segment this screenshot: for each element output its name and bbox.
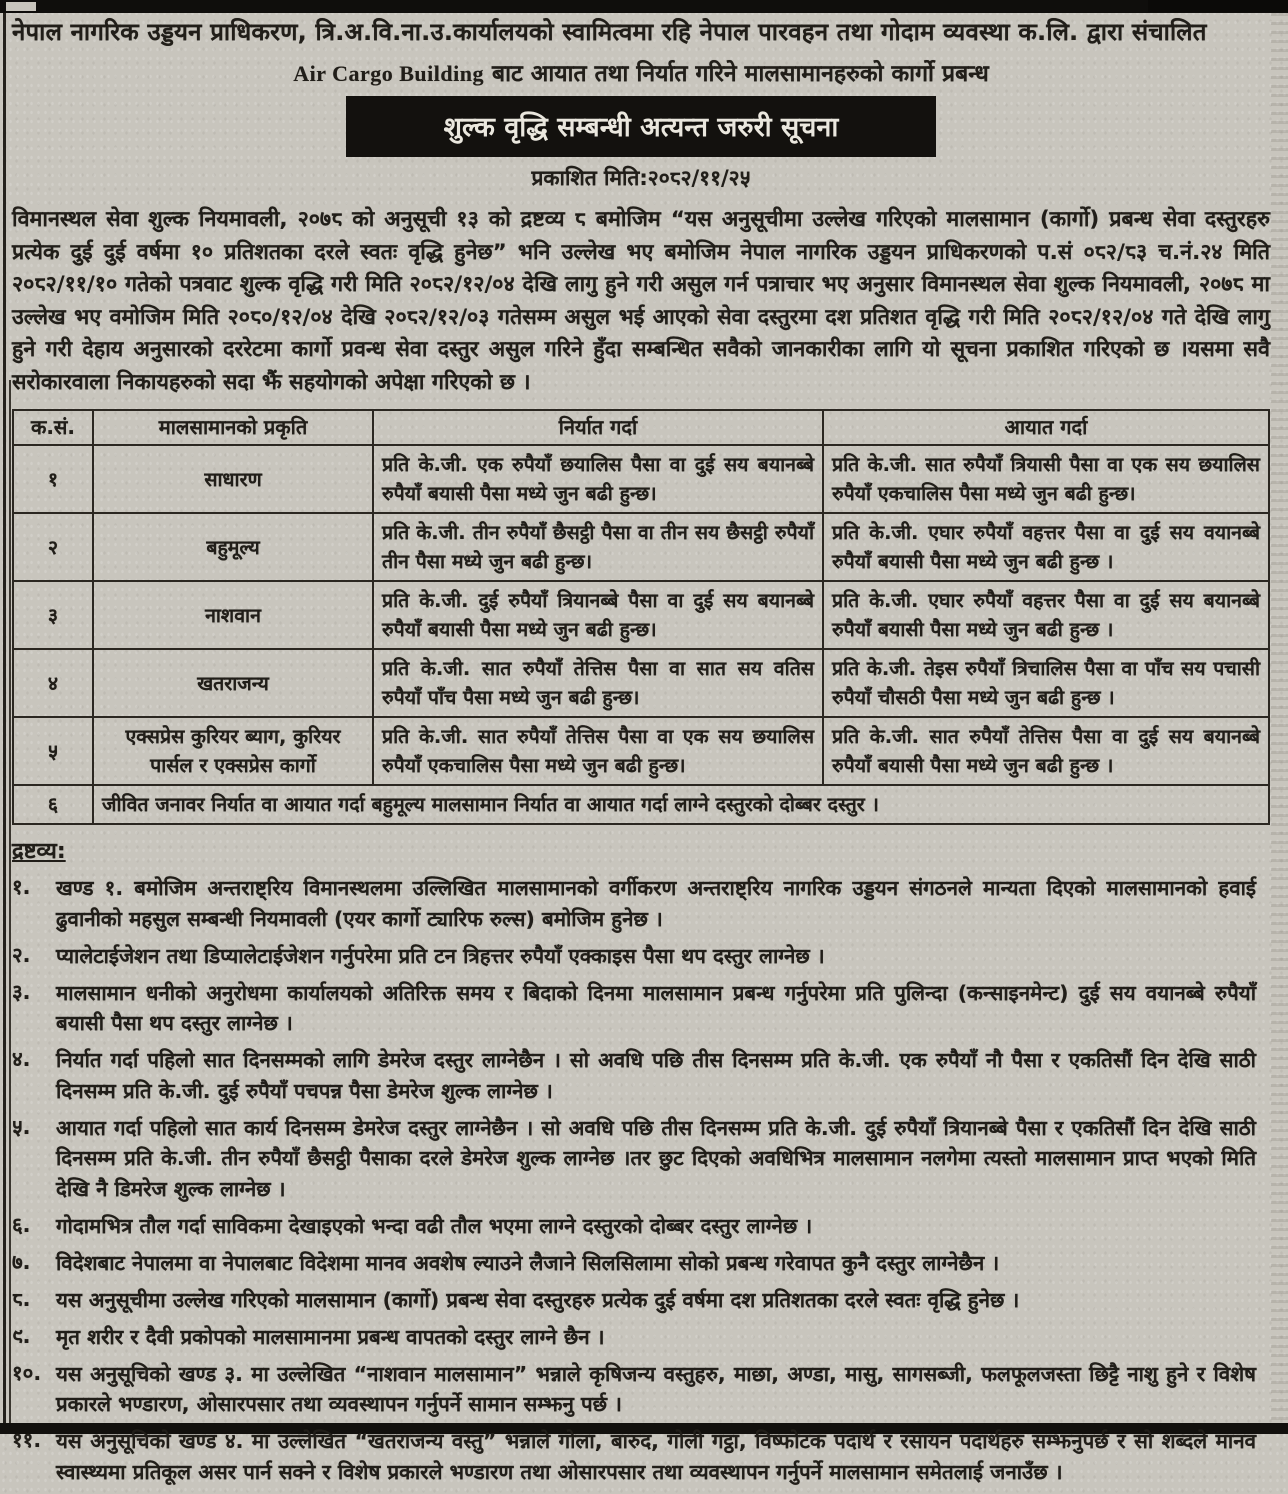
scan-left-edge-inner (9, 380, 11, 1423)
adjacent-column-ghost (1271, 13, 1288, 1423)
row-sn: १ (13, 445, 93, 513)
row-type: बहुमूल्य (93, 513, 373, 581)
scan-left-edge (3, 13, 6, 1423)
note-item (12, 1359, 1270, 1420)
row-type: खतराजन्य (93, 649, 373, 717)
note-text: गोदामभित्र तौल गर्दा साविकमा देखाइएको भन्दा वढी तौल भएमा लाग्ने दस्तुरको दोब्बर दस्तुर लाग्नेछ । (56, 1213, 813, 1238)
subject-line (12, 56, 1270, 88)
note-number: ८. (12, 1286, 31, 1311)
row-export-fee: प्रति के.जी. तीन रुपैयाँ छैसट्ठी पैसा वा तीन सय छैसट्ठी रुपैयाँ तीन पैसा मध्ये जुन बढी हुन्छ। (373, 513, 823, 581)
row-export-fee: प्रति के.जी. एक रुपैयाँ छयालिस पैसा वा दुई सय बयानब्बे रुपैयाँ बयासी पैसा मध्ये जुन बढी हुन्छ। (373, 445, 823, 513)
notes-heading: द्रष्टव्य: (12, 839, 66, 864)
note-item (12, 1285, 1270, 1316)
row-type: साधारण (93, 445, 373, 513)
subject-line-nepali: बाट आयात तथा निर्यात गरिने मालसामानहरुको कार्गो प्रबन्ध (492, 61, 989, 87)
row-export-fee: प्रति के.जी. दुई रुपैयाँ त्रियानब्बे पैसा वा दुई सय बयानब्बे रुपैयाँ बयासी पैसा मध्ये जुन बढी हुन्छ। (373, 581, 823, 649)
note-number: २. (12, 942, 31, 967)
note-number: १. (12, 875, 31, 899)
note-item (12, 1113, 1270, 1205)
scan-corner-blot (1148, 0, 1288, 12)
note-text: प्यालेटाईजेशन तथा डिप्यालेटाईजेशन गर्नुपरेमा प्रति टन त्रिहत्तर रुपैयाँ एक्काइस पैसा थप दस्तुर लाग्नेछ । (56, 943, 825, 968)
row-sn: ५ (13, 717, 93, 785)
note-text: यस अनुसूचिको खण्ड ३. मा उल्लेखित “नाशवान मालसामान” भन्नाले कृषिजन्य वस्तुहरु, माछा, अण्डा, मासु, सागसब्जी, फलफूलजस्ता छिट्टै नाशु हुने र विशेष प्रकारले भण्डारण, ओसारपसार तथा व्यवस्थापन गर्नुपर्ने सामान सम्झनु पर्छ । (56, 1361, 1256, 1416)
row-import-fee: प्रति के.जी. एघार रुपैयाँ वहत्तर पैसा वा दुई सय बयानब्बे रुपैयाँ बयासी पैसा मध्ये जुन बढी हुन्छ । (823, 581, 1269, 649)
row-export-fee: प्रति के.जी. सात रुपैयाँ तेत्तिस पैसा वा सात सय वतिस रुपैयाँ पाँच पैसा मध्ये जुन बढी हुन्छ। (373, 649, 823, 717)
note-number: ७. (12, 1249, 31, 1274)
note-number: ९. (12, 1323, 31, 1348)
note-number: ६. (12, 1212, 31, 1237)
note-number: १०. (12, 1360, 42, 1385)
row-import-fee: प्रति के.जी. सात रुपैयाँ त्रियासी पैसा वा एक सय छयालिस रुपैयाँ एकचालिस पैसा मध्ये जुन बढी हुन्छ। (823, 445, 1269, 513)
header-row (13, 410, 1269, 445)
row-sn: ३ (13, 581, 93, 649)
table-row (13, 649, 1269, 717)
note-item (12, 1426, 1270, 1487)
row-sn: ६ (13, 785, 93, 824)
row-span-text: जीवित जनावर निर्यात वा आयात गर्दा बहुमूल्य मालसामान निर्यात वा आयात गर्दा लाग्ने दस्तुरको दोब्बर दस्तुर । (93, 785, 1269, 824)
note-item (12, 1045, 1270, 1106)
note-text: मालसामान धनीको अनुरोधमा कार्यालयको अतिरिक्त समय र बिदाको दिनमा मालसामान प्रबन्ध गर्नुपरेमा प्रति पुलिन्दा (कन्साइनमेन्ट) दुई सय वयानब्बे रुपैयाँ बयासी पैसा थप दस्तुर लाग्नेछ । (56, 980, 1256, 1035)
table-row (13, 581, 1269, 649)
col-header-type: मालसामानको प्रकृति (93, 410, 373, 445)
col-header-export: निर्यात गर्दा (373, 410, 823, 445)
col-header-import: आयात गर्दा (823, 410, 1269, 445)
row-import-fee: प्रति के.जी. एघार रुपैयाँ वहत्तर पैसा वा दुई सय वयानब्बे रुपैयाँ बयासी पैसा मध्ये जुन बढी हुन्छ । (823, 513, 1269, 581)
note-text: आयात गर्दा पहिलो सात कार्य दिनसम्म डेमरेज दस्तुर लाग्नेछैन । सो अवधि पछि तीस दिनसम्म प्रति के.जी. दुई रुपैयाँ त्रियानब्बे पैसा र एकतिसौं दिन देखि साठी दिनसम्म प्रति के.जी. तीन रुपैयाँ छैसट्ठी पैसाका दरले डेमरेज शुल्क लाग्नेछ ।तर छुट दिएको अवधिभित्र मालसामान नलगेमा त्यस्तो मालसामान प्राप्त भएको मिति देखि नै डिमरेज शुल्क लाग्नेछ । (56, 1115, 1256, 1201)
row-sn: २ (13, 513, 93, 581)
table-row (13, 513, 1269, 581)
note-text: यस अनुसूचीमा उल्लेख गरिएको मालसामान (कार्गो) प्रबन्ध सेवा दस्तुरहरु प्रत्येक दुई वर्षमा दश प्रतिशतका दरले स्वतः वृद्धि हुनेछ । (56, 1287, 1020, 1312)
row-type: नाशवान (93, 581, 373, 649)
note-item (12, 1211, 1270, 1242)
intro-paragraph: विमानस्थल सेवा शुल्क नियमावली, २०७८ को अनुसूची १३ को द्रष्टव्य ८ बमोजिम “यस अनुसूचीमा उल्लेख गरिएको मालसामान (कार्गो) प्रबन्ध सेवा दस्तुरहरु प्रत्येक दुई दुई वर्षमा १० प्रतिशतका दरले स्वतः वृद्धि हुनेछ” भनि उल्लेख भए बमोजिम नेपाल नागरिक उड्डयन प्राधिकरणको प.सं ०८२/८३ च.नं.२४ मिति २०८२/११/१० गतेको पत्रवाट शुल्क वृद्धि गरी मिति २०८२/१२/०४ देखि लागु हुने गरी असुल गर्न पत्राचार भए अनुसार विमानस्थल सेवा शुल्क नियमावली, २०७८ मा उल्लेख भए वमोजिम मिति २०८०/१२/०४ देखि २०८२/१२/०३ गतेसम्म असुल भई आएको सेवा दस्तुरमा दश प्रतिशत वृद्धि गरी मिति २०८२/१२/०४ गते देखि लागु हुने गरी देहाय अनुसारको दररेटमा कार्गो प्रवन्ध सेवा दस्तुर असुल गरिने हुँदा सम्बन्धित सवैको जानकारीका लागि यो सूचना प्रकाशित गरिएको छ ।यसमा सवै सरोकारवाला निकायहरुको सदा झैं सहयोगको अपेक्षा गरिएको छ । (12, 207, 1270, 395)
note-item (12, 1322, 1270, 1353)
row-import-fee: प्रति के.जी. तेइस रुपैयाँ त्रिचालिस पैसा वा पाँच सय पचासी रुपैयाँ चौसठी पैसा मध्ये जुन बढी हुन्छ । (823, 649, 1269, 717)
note-text: यस अनुसूचिको खण्ड ४. मा उल्लेखित “खतराजन्य वस्तु” भन्नाले गोला, बारुद, गोली गट्ठा, विष्फोटक पदार्थ र रसायन पदार्थहरु सम्झनुपर्छ र सो शब्दले मानव स्वास्थ्यमा प्रतिकूल असर पार्न सक्ने र विशेष प्रकारले भण्डारण तथा ओसारपसार तथा व्यवस्थापन गर्नुपर्ने मालसामान समेतलाई जनाउँछ । (56, 1429, 1256, 1484)
note-item (12, 1248, 1270, 1279)
table-row-live-animals (13, 785, 1269, 824)
col-header-sn: क.सं. (13, 410, 93, 445)
organization-header: नेपाल नागरिक उड्डयन प्राधिकरण, त्रि.अ.वि.ना.उ.कार्यालयको स्वामित्वमा रहि नेपाल पारवहन तथा गोदाम व्यवस्था क.लि. द्वारा संचालित (12, 18, 1207, 46)
note-text: मृत शरीर र दैवी प्रकोपको मालसामानमा प्रबन्ध वापतको दस्तुर लाग्ने छैन । (56, 1324, 605, 1349)
note-number: ११. (12, 1428, 42, 1452)
fee-table-head (13, 410, 1269, 445)
note-item (12, 978, 1270, 1039)
note-text: खण्ड १. बमोजिम अन्तराष्ट्रिय विमानस्थलमा उल्लिखित मालसामानको वर्गीकरण अन्तराष्ट्रिय नागरिक उड्डयन संगठनले मान्यता दिएको मालसामानको हवाई ढुवानीको महसुल सम्बन्धी नियमावली (एयर कार्गो ट्यारिफ रुल्स) बमोजिम हुनेछ । (56, 876, 1256, 931)
fee-table-body (13, 445, 1269, 824)
row-type: एक्सप्रेस कुरियर ब्याग, कुरियर पार्सल र एक्सप्रेस कार्गो (93, 717, 373, 785)
note-item (12, 941, 1270, 972)
note-item (12, 873, 1270, 934)
note-number: ३. (12, 979, 31, 1004)
row-export-fee: प्रति के.जी. सात रुपैयाँ तेत्तिस पैसा वा एक सय छयालिस रुपैयाँ एकचालिस पैसा मध्ये जुन बढी हुन्छ। (373, 717, 823, 785)
table-row (13, 717, 1269, 785)
notes-section (12, 835, 1270, 1487)
row-sn: ४ (13, 649, 93, 717)
published-date: प्रकाशित मिति:२०८२/११/२५ (531, 166, 751, 190)
note-text: विदेशबाट नेपालमा वा नेपालबाट विदेशमा मानव अवशेष ल्याउने लैजाने सिलसिलामा सोको प्रबन्ध गरेवापत कुनै दस्तुर लाग्नेछैन । (56, 1250, 1000, 1275)
note-number: ५. (12, 1114, 31, 1139)
row-import-fee: प्रति के.जी. सात रुपैयाँ तेत्तिस पैसा वा दुई सय बयानब्बे रुपैयाँ बयासी पैसा मध्ये जुन बढी हुन्छ । (823, 717, 1269, 785)
note-number: ४. (12, 1047, 31, 1071)
notice-title-banner: शुल्क वृद्धि सम्बन्धी अत्यन्त जरुरी सूचना (348, 98, 934, 155)
building-name: Air Cargo Building (293, 61, 484, 86)
fee-table (12, 409, 1270, 825)
notice-sheet (12, 16, 1270, 1494)
scan-top-bar (0, 0, 1288, 13)
table-row (13, 445, 1269, 513)
note-text: निर्यात गर्दा पहिलो सात दिनसम्मको लागि डेमरेज दस्तुर लाग्नेछैन । सो अवधि पछि तीस दिनसम्म प्रति के.जी. एक रुपैयाँ नौ पैसा र एकतिसौं दिन देखि साठी दिनसम्म प्रति के.जी. दुई रुपैयाँ पचपन्न पैसा डेमरेज शुल्क लाग्नेछ । (56, 1048, 1256, 1103)
